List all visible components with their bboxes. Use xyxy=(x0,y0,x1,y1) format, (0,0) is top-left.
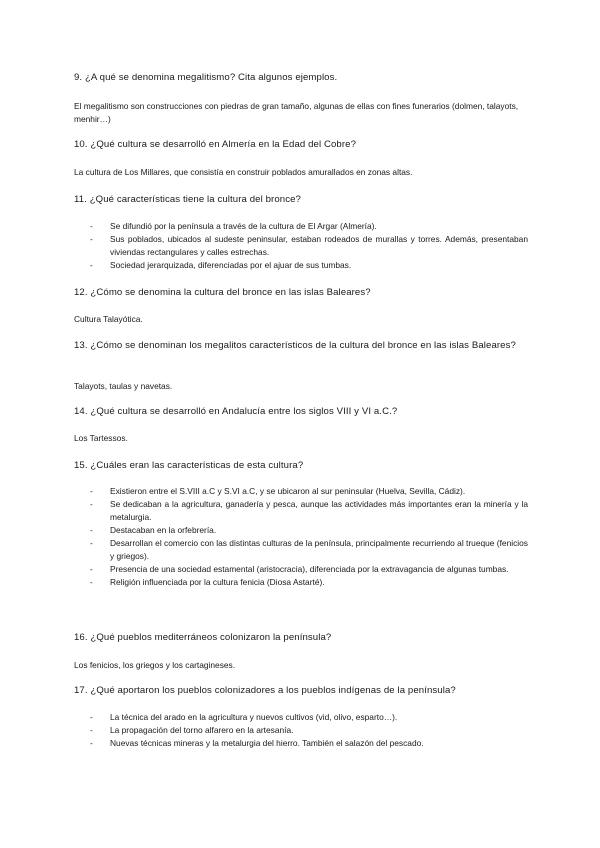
bullet-marker: - xyxy=(90,538,93,548)
list-item: - Destacaban en la orfebrería. xyxy=(90,525,217,535)
question-15: 15. ¿Cuáles eran las características de esta cultura? xyxy=(74,460,304,471)
bullet-list-11 xyxy=(74,220,528,272)
list-item: - La técnica del arado en la agricultura y nuevos cultivos (vid, olivo, esparto…). xyxy=(90,712,398,722)
bullet-list-15 xyxy=(74,485,528,589)
bullet-marker: - xyxy=(90,525,93,535)
list-item: - Sus poblados, ubicados al sudeste peninsular, estaban rodeados de murallas y torres. Además, presentaban viviendas rectangulares y calles estrechas. xyxy=(90,234,528,257)
list-item: - Nuevas técnicas mineras y la metalurgia del hierro. También el salazón del pescado. xyxy=(90,738,424,748)
bullet-list-17 xyxy=(74,711,528,750)
list-item: - La propagación del torno alfarero en la artesanía. xyxy=(90,725,294,735)
list-item: - Existieron entre el S.VIII a.C y S.VI a.C, y se ubicaron al sur peninsular (Huelva, Sevilla, Cádiz). xyxy=(90,486,466,496)
bullet-marker: - xyxy=(90,499,93,509)
bullet-marker: - xyxy=(90,234,93,244)
answer-14: Los Tartessos. xyxy=(74,433,128,443)
question-9: 9. ¿A qué se denomina megalitismo? Cita algunos ejemplos. xyxy=(74,72,338,83)
question-16: 16. ¿Qué pueblos mediterráneos colonizaron la península? xyxy=(74,632,332,643)
question-12: 12. ¿Cómo se denomina la cultura del bronce en las islas Baleares? xyxy=(74,287,371,298)
answer-13: Talayots, taulas y navetas. xyxy=(74,381,173,391)
bullet-marker: - xyxy=(90,577,93,587)
question-11: 11. ¿Qué características tiene la cultura del bronce? xyxy=(74,194,301,205)
bullet-marker: - xyxy=(90,564,93,574)
list-item: - Presencia de una sociedad estamental (aristocracia), diferenciada por la extravagancia de algunas tumbas. xyxy=(90,564,509,574)
bullet-marker: - xyxy=(90,712,93,722)
list-item: - Se difundió por la península a través de la cultura de El Argar (Almería). xyxy=(90,221,377,231)
list-item: - Desarrollan el comercio con las distintas culturas de la península, principalmente recurriendo al trueque (fenicios y griegos). xyxy=(90,538,528,561)
question-17: 17. ¿Qué aportaron los pueblos colonizadores a los pueblos indígenas de la península? xyxy=(74,685,456,696)
answer-16: Los fenicios, los griegos y los cartagineses. xyxy=(74,660,236,670)
bullet-marker: - xyxy=(90,260,93,270)
answer-10: La cultura de Los Millares, que consistía en construir poblados amurallados en zonas altas. xyxy=(74,167,413,177)
answer-12: Cultura Talayótica. xyxy=(74,314,143,324)
bullet-marker: - xyxy=(90,221,93,231)
list-item: - Se dedicaban a la agricultura, ganadería y pesca, aunque las actividades más importantes eran la minería y la metalurgia. xyxy=(90,499,528,522)
list-item: - Religión influenciada por la cultura fenicia (Diosa Astarté). xyxy=(90,577,325,587)
bullet-marker: - xyxy=(90,486,93,496)
question-10: 10. ¿Qué cultura se desarrolló en Almería en la Edad del Cobre? xyxy=(74,139,357,150)
bullet-marker: - xyxy=(90,725,93,735)
answer-9: El megalitismo son construcciones con piedras de gran tamaño, algunas de ellas con fines funerarios (dolmen, talayots, menhir…) xyxy=(74,101,519,124)
list-item: - Sociedad jerarquizada, diferenciadas por el ajuar de sus tumbas. xyxy=(90,260,352,270)
bullet-marker: - xyxy=(90,738,93,748)
question-14: 14. ¿Qué cultura se desarrolló en Andalucía entre los siglos VIII y VI a.C.? xyxy=(74,406,398,417)
question-13: 13. ¿Cómo se denominan los megalitos característicos de la cultura del bronce en las islas Baleares? xyxy=(74,340,516,351)
